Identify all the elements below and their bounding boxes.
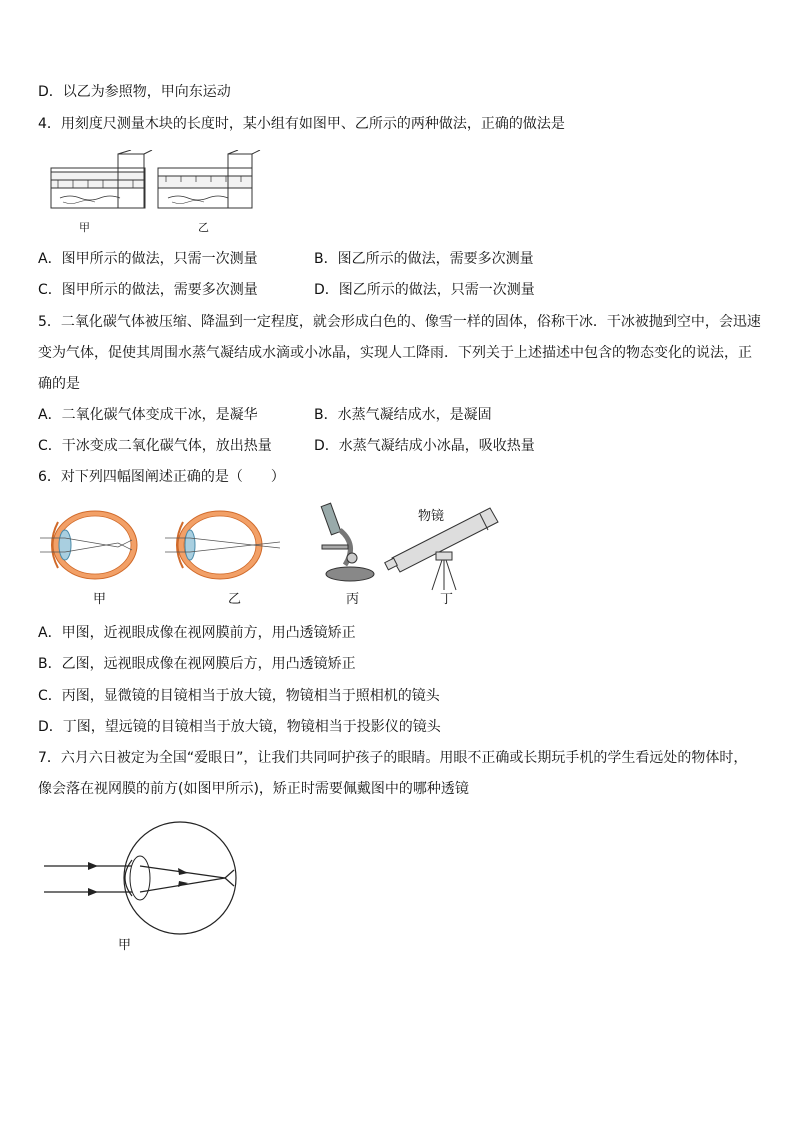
q6-stem: 6．对下列四幅图阐述正确的是（ ） [38, 469, 285, 485]
q5-option-b: B．水蒸气凝结成水，是凝固 [314, 407, 492, 423]
q4-ruler-figure-jia [51, 150, 152, 208]
q4-ruler-figure [48, 150, 268, 220]
q6-microscope [321, 503, 374, 581]
q5-stem-line-3: 确的是 [38, 376, 80, 392]
q4-option-c: C．图甲所示的做法，需要多次测量 [38, 282, 258, 298]
q4-ruler-figure-yi [158, 150, 260, 208]
q4-option-d: D．图乙所示的做法，只需一次测量 [314, 282, 535, 298]
q6-fig-label-ding: 丁 [440, 592, 454, 607]
q6-option-d: D．丁图，望远镜的目镜相当于放大镜，物镜相当于投影仪的镜头 [38, 719, 441, 735]
q5-stem-line-2: 变为气体，促使其周围水蒸气凝结成水滴或小冰晶，实现人工降雨．下列关于上述描述中包含的物态变化的说法，正 [38, 345, 752, 361]
q4-option-a: A．图甲所示的做法，只需一次测量 [38, 251, 258, 267]
q5-stem-line-1: 5．二氧化碳气体被压缩、降温到一定程度，就会形成白色的、像雪一样的固体，俗称干冰．干冰被抛到空中，会迅速 [38, 314, 761, 330]
q5-option-a: A．二氧化碳气体变成干冰，是凝华 [38, 407, 258, 423]
q4-option-b: B．图乙所示的做法，需要多次测量 [314, 251, 534, 267]
q6-option-b: B．乙图，远视眼成像在视网膜后方，用凸透镜矫正 [38, 656, 356, 672]
q4-fig-label-jia: 甲 [79, 221, 90, 234]
q5-option-d: D．水蒸气凝结成小冰晶，吸收热量 [314, 438, 535, 454]
q6-objective-label: 物镜 [418, 509, 445, 524]
q7-stem-line-1: 7．六月六日被定为全国“爱眼日”，让我们共同呵护孩子的眼睛。用眼不正确或长期玩手机的学生看远处的物体时， [38, 750, 748, 766]
q6-eye-jia [40, 511, 137, 579]
q6-fig-label-bing: 丙 [346, 592, 360, 607]
q3-option-d: D．以乙为参照物，甲向东运动 [38, 84, 231, 100]
q6-option-a: A．甲图，近视眼成像在视网膜前方，用凸透镜矫正 [38, 625, 356, 641]
q7-fig-label-jia: 甲 [118, 938, 132, 953]
q7-stem-line-2: 像会落在视网膜的前方(如图甲所示)，矫正时需要佩戴图中的哪种透镜 [38, 781, 469, 797]
q4-fig-label-yi: 乙 [198, 221, 209, 234]
q6-figures [40, 500, 520, 595]
q6-eye-yi [165, 511, 280, 579]
q7-eye-figure [40, 820, 260, 940]
q5-option-c: C．干冰变成二氧化碳气体，放出热量 [38, 438, 272, 454]
q6-fig-label-yi: 乙 [228, 592, 242, 607]
q6-fig-label-jia: 甲 [93, 592, 107, 607]
q6-option-c: C．丙图，显微镜的目镜相当于放大镜，物镜相当于照相机的镜头 [38, 688, 440, 704]
q4-stem: 4．用刻度尺测量木块的长度时，某小组有如图甲、乙所示的两种做法，正确的做法是 [38, 116, 565, 132]
